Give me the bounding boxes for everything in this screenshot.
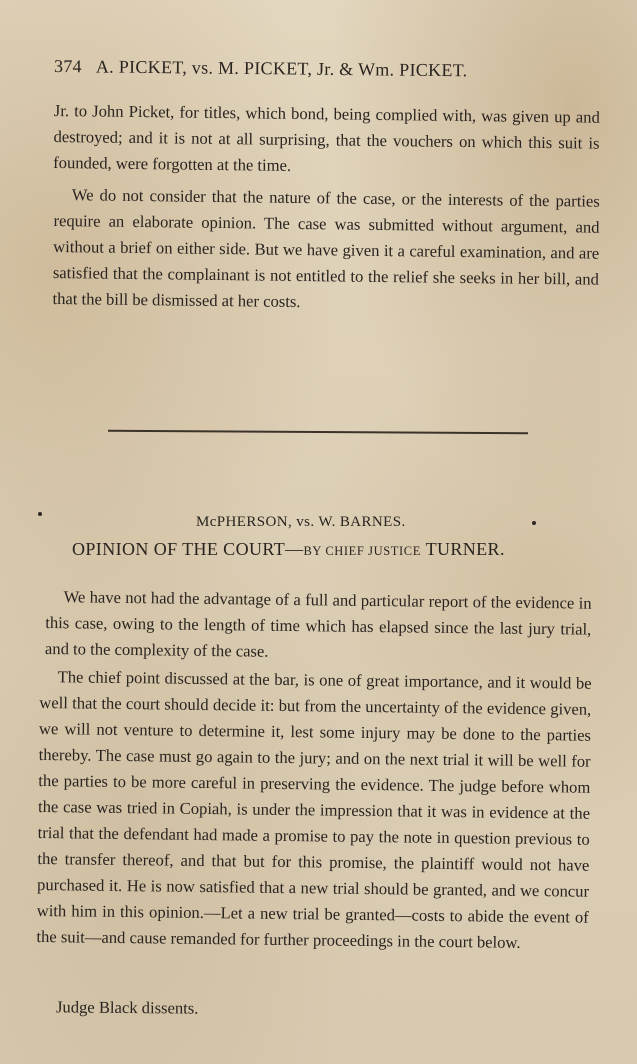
paragraph-opinion-body <box>36 647 592 973</box>
opinion-heading-by: BY CHIEF JUSTICE <box>303 544 421 558</box>
paragraph-text: We do not consider that the nature of the case, or the interests of the parties require an elaborate opinion. The case was submitted without argument, and without a brief on either side. But we have given it a careful examination, and are satisfied that the complainant is not entitled to the relief she seeks in her bill, and that the bill be dismissed at her costs. <box>52 185 600 312</box>
paragraph-continuation <box>53 98 600 183</box>
printer-dot-mark <box>38 512 42 516</box>
running-head-title: A. PICKET, vs. M. PICKET, Jr. & Wm. PICKET. <box>95 56 468 81</box>
running-head <box>54 56 574 82</box>
case-title: McPHERSON, vs. W. BARNES. <box>196 514 406 530</box>
opinion-heading-name: TURNER. <box>425 539 505 559</box>
dissent-note: Judge Black dissents. <box>55 997 199 1018</box>
paragraph-text: Jr. to John Picket, for titles, which bond, being complied with, was given up and destroyed; and it is not at all surprising, that the vouchers on which this suit is founded, were forgotten at the time. <box>53 100 600 175</box>
section-divider-rule <box>108 430 528 435</box>
paragraph-text: We have not had the advantage of a full and particular report of the evidence in this case, owing to the length of time which has elapsed since the last jury trial, and to the complexity of the case. <box>44 586 592 661</box>
opinion-heading-prefix: OPINION OF THE COURT— <box>72 539 304 559</box>
printer-dot-mark <box>532 521 536 525</box>
page-number: 374 <box>53 56 83 77</box>
paragraph-text: The chief point discussed at the bar, is one of great importance, and it would be well that the court should decide it: but from the uncertainty of the evidence given, we will not venture to determine it, lest some injury may be done to the parties thereby. The case must go again to the jury; and on the next trial it will be well for the parties to be more careful in preserving the evidence. The judge before whom the case was tried in Copiah, is under the impression that it was in evidence at the trial that the defendant had made a promise to pay the note in question previous to the transfer thereof, and that but for this promise, the plaintiff would not have purchased it. He is now satisfied that a new trial should be granted, and we concur with him in this opinion.—Let a new trial be granted—costs to abide the event of the suit—and cause remanded for further proceedings in the court below. <box>36 666 592 952</box>
paragraph-opinion-previous-case <box>52 182 600 319</box>
opinion-heading <box>72 539 505 560</box>
